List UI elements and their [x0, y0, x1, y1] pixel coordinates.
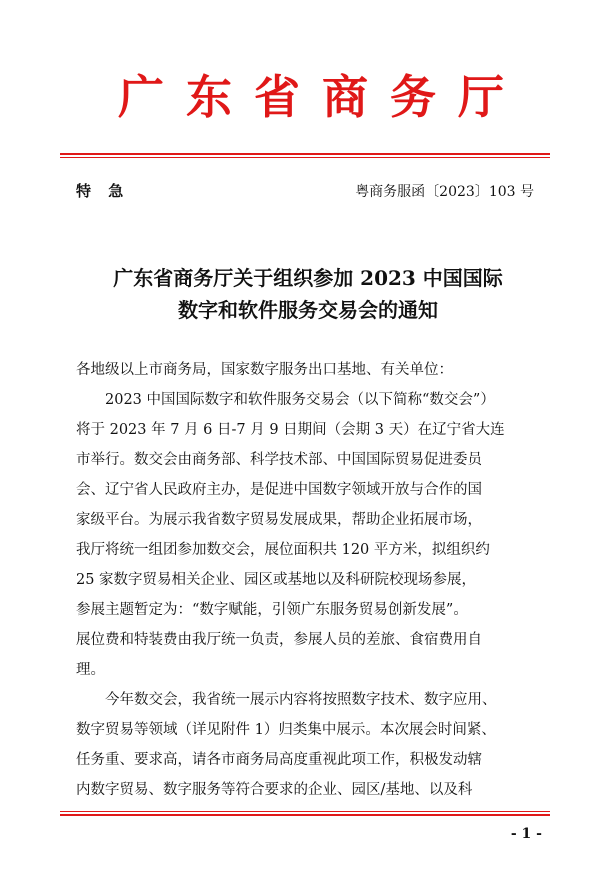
paragraph-line: 理。: [76, 662, 105, 678]
document-number: 粤商务服函〔2023〕103 号: [355, 184, 534, 200]
urgency-label: 特 急: [76, 182, 130, 200]
salutation: 各地级以上市商务局，国家数字服务出口基地、有关单位：: [76, 362, 453, 378]
paragraph-line: 今年数交会，我省统一展示内容将按照数字技术、数字应用、: [105, 692, 497, 708]
paragraph-line: 内数字贸易、数字服务等符合要求的企业、园区/基地、以及科: [76, 782, 473, 798]
paragraph-line: 参展主题暂定为：“数字赋能，引领广东服务贸易创新发展”。: [76, 602, 468, 618]
paragraph-line: 将于 2023 年 7 月 6 日-7 月 9 日期间（会期 3 天）在辽宁省大连: [76, 422, 505, 438]
paragraph-1: [76, 385, 546, 685]
header-rule-thick: [60, 153, 550, 155]
paragraph-line: 市举行。数交会由商务部、科学技术部、中国国际贸易促进委员: [76, 452, 482, 468]
footer-rule-thin: [60, 811, 550, 812]
notice-body: [76, 355, 546, 805]
paragraph-line: 家级平台。为展示我省数字贸易发展成果，帮助企业拓展市场，: [76, 512, 482, 528]
paragraph-line: 2023 中国国际数字和软件服务交易会（以下简称“数交会”）: [105, 392, 495, 408]
notice-title: [60, 262, 556, 326]
header-rule-thin: [60, 157, 550, 158]
notice-title-line-1: 广东省商务厅关于组织参加 2023 中国国际: [113, 266, 503, 290]
letterhead-title: 广东省商务厅: [118, 70, 526, 124]
paragraph-line: 展位费和特装费由我厅统一负责，参展人员的差旅、食宿费用自: [76, 632, 482, 648]
footer-rule-thick: [60, 814, 550, 816]
paragraph-line: 数字贸易等领域（详见附件 1）归类集中展示。本次展会时间紧、: [76, 722, 496, 738]
paragraph-line: 25 家数字贸易相关企业、园区或基地以及科研院校现场参展，: [76, 572, 477, 588]
paragraph-2: [76, 685, 546, 805]
page-number: - 1 -: [510, 826, 542, 842]
paragraph-line: 任务重、要求高，请各市商务局高度重视此项工作，积极发动辖: [76, 752, 482, 768]
notice-title-line-2: 数字和软件服务交易会的通知: [178, 298, 438, 322]
paragraph-line: 会、辽宁省人民政府主办，是促进中国数字领域开放与合作的国: [76, 482, 482, 498]
paragraph-line: 我厅将统一组团参加数交会，展位面积共 120 平方米，拟组织约: [76, 542, 490, 558]
